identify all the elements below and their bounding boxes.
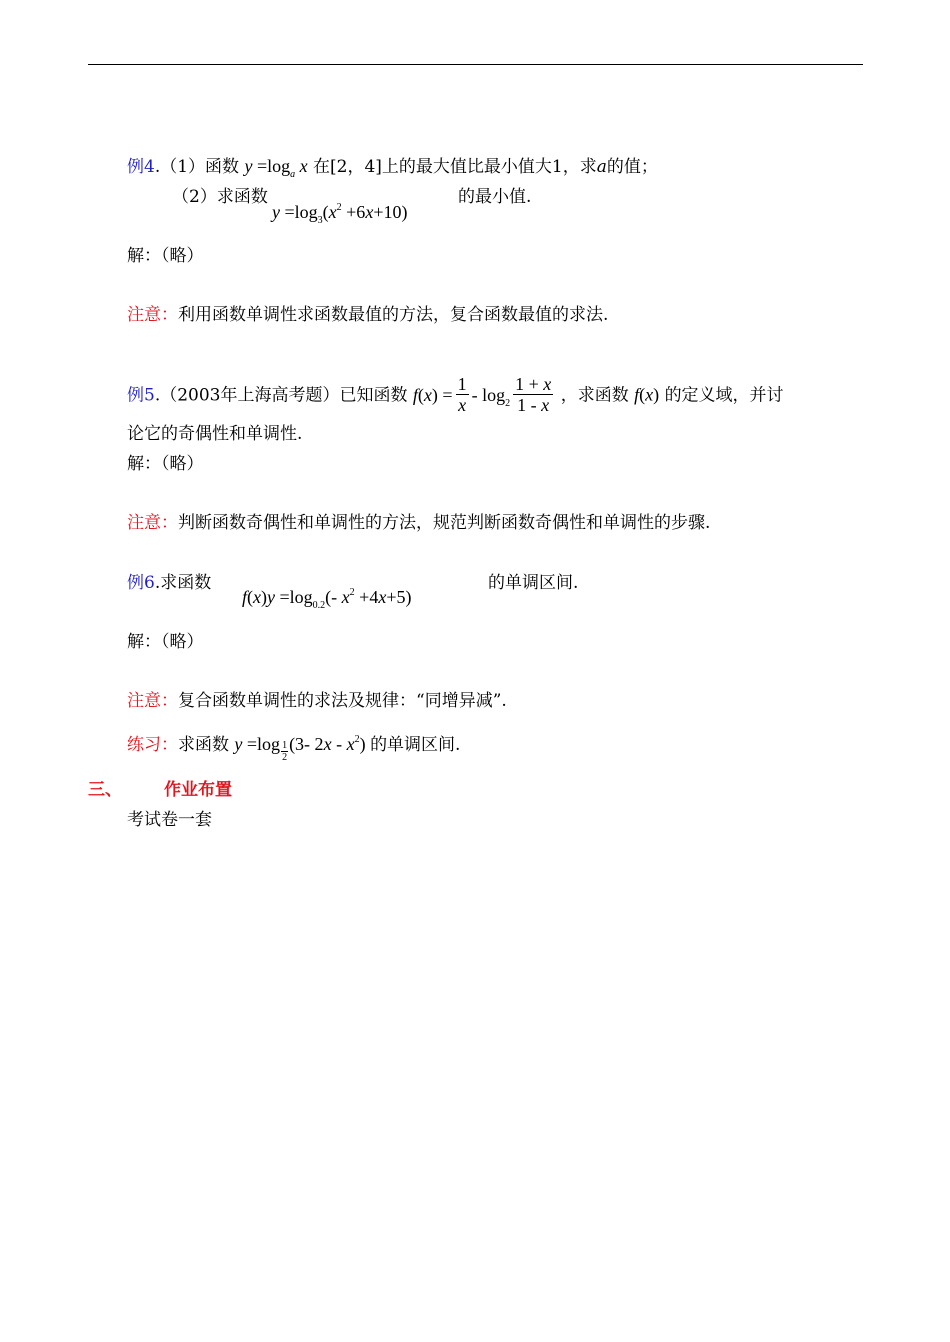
example-4-line-2: （2）求函数 <box>172 187 268 207</box>
note-5: 注意：判断函数奇偶性和单调性的方法，规范判断函数奇偶性和单调性的步骤. <box>127 513 711 533</box>
formula-log02: $f(x)y =\log_{0.2}(-$ $x^2 +4x+5$) <box>242 587 412 611</box>
solution-5: 解：（略） <box>127 454 204 474</box>
section-3-title: 作业布置 <box>164 780 232 800</box>
header-rule <box>88 64 863 65</box>
formula-log3: $y =\log_3(x^2 +6x+10)$ <box>272 202 408 226</box>
example-5-label: 例5 <box>127 385 155 406</box>
example-4-line-1: 例4.（1）函数 $y =\log_a$ x 在[2，4]上的最大值比最小值大1，求a的值； <box>127 156 658 180</box>
solution-6: 解：（略） <box>127 632 204 652</box>
solution-4: 解：（略） <box>127 246 204 266</box>
note-6: 注意：复合函数单调性的求法及规律：“同增异减”. <box>127 691 507 711</box>
section-3-number: 三、 <box>88 780 122 800</box>
practice-line: 练习：求函数 y =log $\frac{1}{2}$ (3- $2x - x^2$) 的单调区间. <box>127 734 461 764</box>
example-6-label: 例6 <box>127 573 155 593</box>
example-4-label: 例4 <box>127 157 155 177</box>
formula-f-definition: f(x) = $\frac{1}{x}$ - $\log_2$ $\frac{1 + x}{1 - x}$ <box>412 374 552 415</box>
example-5-line-1: 例5.（2003年上海高考题）已知函数 f(x) = $\frac{1}{x}$ - $\log_2$ $\frac{1 + x}{1 - x}$ ，求函数 f(x) 的定义域，并讨 <box>127 374 784 415</box>
example-5-line-2: 论它的奇偶性和单调性. <box>127 424 303 444</box>
formula-log-a: $y =\log_a$ x <box>244 156 308 180</box>
formula-log-half: y =log $\frac{1}{2}$ (3- $2x - x^2$) <box>234 734 371 764</box>
note-4: 注意：利用函数单调性求函数最值的方法，复合函数最值的求法. <box>127 305 609 325</box>
example-6-line: 例6.求函数 <box>127 573 212 593</box>
homework-text: 考试卷一套 <box>127 810 212 830</box>
